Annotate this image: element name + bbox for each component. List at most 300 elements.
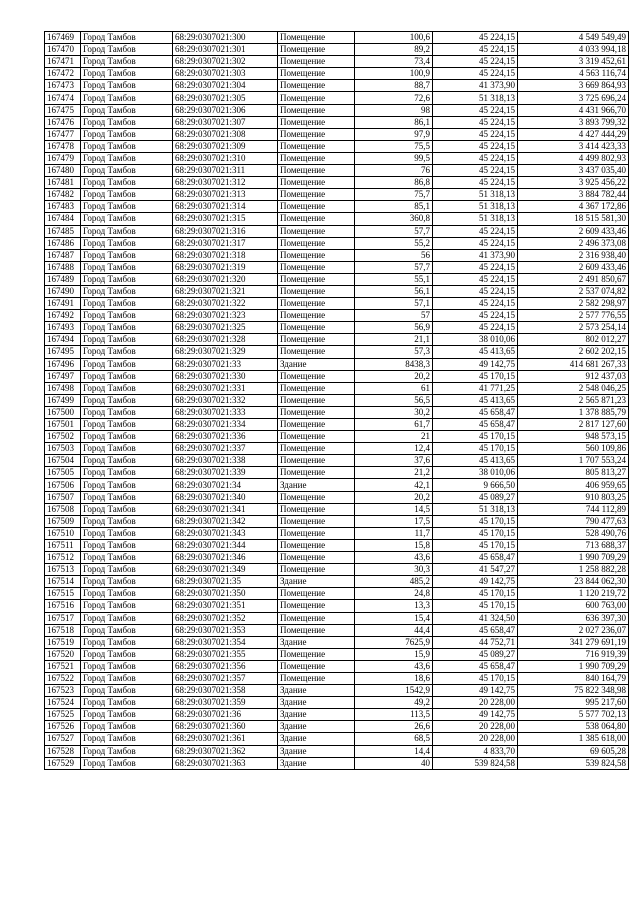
cadastral-number-cell: 68:29:0307021:346 [173,552,278,564]
cadastral-value-cell: 1 120 219,72 [518,588,629,600]
municipality-cell: Город Тамбов [81,370,173,382]
object-type-cell: Помещение [278,431,355,443]
object-type-cell: Помещение [278,104,355,116]
cadastral-number-cell: 68:29:0307021:308 [173,128,278,140]
row-number-cell: 167505 [45,467,81,479]
row-number-cell: 167514 [45,576,81,588]
cadastral-number-cell: 68:29:0307021:34 [173,479,278,491]
cadastral-value-cell: 2 548 046,25 [518,382,629,394]
municipality-cell: Город Тамбов [81,612,173,624]
area-cell: 18,6 [355,672,433,684]
table-row [45,697,629,709]
row-number-cell: 167483 [45,201,81,213]
cadastral-number-cell: 68:29:0307021:317 [173,237,278,249]
area-cell: 37,6 [355,455,433,467]
municipality-cell: Город Тамбов [81,334,173,346]
area-cell: 56 [355,249,433,261]
cadastral-value-cell: 4 367 172,86 [518,201,629,213]
specific-value-cell: 45 170,15 [433,527,518,539]
row-number-cell: 167507 [45,491,81,503]
cadastral-value-cell: 744 112,89 [518,503,629,515]
cadastral-value-cell: 3 669 864,93 [518,80,629,92]
table-row [45,104,629,116]
object-type-cell: Помещение [278,56,355,68]
row-number-cell: 167509 [45,515,81,527]
area-cell: 43,6 [355,660,433,672]
cadastral-value-cell: 2 491 850,67 [518,273,629,285]
table-row [45,165,629,177]
table-row [45,552,629,564]
specific-value-cell: 45 170,15 [433,539,518,551]
object-type-cell: Здание [278,733,355,745]
area-cell: 15,8 [355,539,433,551]
row-number-cell: 167498 [45,382,81,394]
area-cell: 86,8 [355,177,433,189]
specific-value-cell: 45 224,15 [433,165,518,177]
object-type-cell: Помещение [278,201,355,213]
table-row [45,515,629,527]
specific-value-cell: 45 224,15 [433,68,518,80]
cadastral-number-cell: 68:29:0307021:310 [173,152,278,164]
municipality-cell: Город Тамбов [81,624,173,636]
object-type-cell: Помещение [278,503,355,515]
cadastral-value-table [44,31,629,770]
table-row [45,80,629,92]
table-row [45,358,629,370]
row-number-cell: 167485 [45,225,81,237]
area-cell: 485,2 [355,576,433,588]
area-cell: 57,3 [355,346,433,358]
row-number-cell: 167501 [45,419,81,431]
specific-value-cell: 45 170,15 [433,672,518,684]
object-type-cell: Помещение [278,128,355,140]
area-cell: 15,4 [355,612,433,624]
area-cell: 88,7 [355,80,433,92]
area-cell: 55,1 [355,273,433,285]
cadastral-number-cell: 68:29:0307021:362 [173,745,278,757]
cadastral-number-cell: 68:29:0307021:352 [173,612,278,624]
specific-value-cell: 49 142,75 [433,709,518,721]
cadastral-value-cell: 3 884 782,44 [518,189,629,201]
cadastral-value-cell: 560 109,86 [518,443,629,455]
object-type-cell: Помещение [278,152,355,164]
object-type-cell: Помещение [278,285,355,297]
specific-value-cell: 45 170,15 [433,431,518,443]
municipality-cell: Город Тамбов [81,721,173,733]
table-row [45,189,629,201]
area-cell: 61,7 [355,419,433,431]
table-row [45,455,629,467]
table-row [45,56,629,68]
row-number-cell: 167519 [45,636,81,648]
area-cell: 75,5 [355,140,433,152]
area-cell: 21 [355,431,433,443]
specific-value-cell: 20 228,00 [433,697,518,709]
cadastral-value-cell: 912 437,03 [518,370,629,382]
object-type-cell: Здание [278,745,355,757]
table-row [45,588,629,600]
row-number-cell: 167471 [45,56,81,68]
area-cell: 85,1 [355,201,433,213]
cadastral-number-cell: 68:29:0307021:313 [173,189,278,201]
object-type-cell: Помещение [278,237,355,249]
table-row [45,334,629,346]
object-type-cell: Здание [278,697,355,709]
cadastral-number-cell: 68:29:0307021:363 [173,757,278,769]
municipality-cell: Город Тамбов [81,32,173,44]
cadastral-value-cell: 2 582 298,97 [518,298,629,310]
area-cell: 57,7 [355,261,433,273]
specific-value-cell: 45 224,15 [433,273,518,285]
row-number-cell: 167512 [45,552,81,564]
specific-value-cell: 51 318,13 [433,503,518,515]
object-type-cell: Помещение [278,419,355,431]
object-type-cell: Помещение [278,455,355,467]
specific-value-cell: 41 373,90 [433,249,518,261]
object-type-cell: Помещение [278,370,355,382]
cadastral-value-cell: 1 258 882,28 [518,564,629,576]
row-number-cell: 167524 [45,697,81,709]
municipality-cell: Город Тамбов [81,225,173,237]
table-row [45,406,629,418]
row-number-cell: 167526 [45,721,81,733]
area-cell: 73,4 [355,56,433,68]
specific-value-cell: 45 658,47 [433,552,518,564]
cadastral-value-cell: 414 681 267,33 [518,358,629,370]
cadastral-number-cell: 68:29:0307021:339 [173,467,278,479]
table-row [45,491,629,503]
cadastral-value-cell: 3 414 423,33 [518,140,629,152]
row-number-cell: 167478 [45,140,81,152]
row-number-cell: 167513 [45,564,81,576]
table-row [45,261,629,273]
area-cell: 55,2 [355,237,433,249]
cadastral-value-cell: 1 378 885,79 [518,406,629,418]
row-number-cell: 167477 [45,128,81,140]
row-number-cell: 167490 [45,285,81,297]
municipality-cell: Город Тамбов [81,745,173,757]
municipality-cell: Город Тамбов [81,419,173,431]
municipality-cell: Город Тамбов [81,273,173,285]
row-number-cell: 167525 [45,709,81,721]
area-cell: 98 [355,104,433,116]
municipality-cell: Город Тамбов [81,564,173,576]
table-row [45,419,629,431]
cadastral-number-cell: 68:29:0307021:318 [173,249,278,261]
cadastral-number-cell: 68:29:0307021:321 [173,285,278,297]
cadastral-value-cell: 948 573,15 [518,431,629,443]
area-cell: 97,9 [355,128,433,140]
table-row [45,660,629,672]
municipality-cell: Город Тамбов [81,140,173,152]
specific-value-cell: 45 170,15 [433,515,518,527]
area-cell: 15,9 [355,648,433,660]
municipality-cell: Город Тамбов [81,636,173,648]
object-type-cell: Здание [278,358,355,370]
cadastral-value-cell: 539 824,58 [518,757,629,769]
cadastral-number-cell: 68:29:0307021:330 [173,370,278,382]
object-type-cell: Помещение [278,382,355,394]
table-row [45,600,629,612]
object-type-cell: Помещение [278,44,355,56]
object-type-cell: Помещение [278,467,355,479]
municipality-cell: Город Тамбов [81,709,173,721]
area-cell: 75,7 [355,189,433,201]
specific-value-cell: 539 824,58 [433,757,518,769]
municipality-cell: Город Тамбов [81,44,173,56]
object-type-cell: Помещение [278,539,355,551]
municipality-cell: Город Тамбов [81,298,173,310]
cadastral-value-cell: 18 515 581,30 [518,213,629,225]
cadastral-value-cell: 528 490,76 [518,527,629,539]
specific-value-cell: 45 224,15 [433,322,518,334]
table-row [45,672,629,684]
row-number-cell: 167506 [45,479,81,491]
row-number-cell: 167491 [45,298,81,310]
municipality-cell: Город Тамбов [81,189,173,201]
cadastral-number-cell: 68:29:0307021:307 [173,116,278,128]
specific-value-cell: 45 224,15 [433,128,518,140]
municipality-cell: Город Тамбов [81,660,173,672]
area-cell: 43,6 [355,552,433,564]
object-type-cell: Здание [278,576,355,588]
row-number-cell: 167476 [45,116,81,128]
row-number-cell: 167470 [45,44,81,56]
cadastral-number-cell: 68:29:0307021:359 [173,697,278,709]
row-number-cell: 167499 [45,394,81,406]
cadastral-value-cell: 3 925 456,22 [518,177,629,189]
municipality-cell: Город Тамбов [81,576,173,588]
object-type-cell: Помещение [278,116,355,128]
area-cell: 86,1 [355,116,433,128]
cadastral-value-cell: 341 279 691,19 [518,636,629,648]
area-cell: 57,7 [355,225,433,237]
specific-value-cell: 45 170,15 [433,370,518,382]
area-cell: 113,5 [355,709,433,721]
object-type-cell: Помещение [278,225,355,237]
table-row [45,479,629,491]
specific-value-cell: 45 224,15 [433,56,518,68]
row-number-cell: 167475 [45,104,81,116]
specific-value-cell: 41 373,90 [433,80,518,92]
table-row [45,322,629,334]
object-type-cell: Помещение [278,140,355,152]
area-cell: 21,2 [355,467,433,479]
municipality-cell: Город Тамбов [81,467,173,479]
specific-value-cell: 45 224,15 [433,310,518,322]
table-row [45,213,629,225]
cadastral-value-cell: 600 763,00 [518,600,629,612]
municipality-cell: Город Тамбов [81,358,173,370]
area-cell: 8438,3 [355,358,433,370]
specific-value-cell: 45 224,15 [433,116,518,128]
cadastral-number-cell: 68:29:0307021:315 [173,213,278,225]
cadastral-number-cell: 68:29:0307021:36 [173,709,278,721]
specific-value-cell: 45 413,65 [433,346,518,358]
object-type-cell: Помещение [278,213,355,225]
specific-value-cell: 49 142,75 [433,358,518,370]
area-cell: 30,2 [355,406,433,418]
cadastral-number-cell: 68:29:0307021:350 [173,588,278,600]
cadastral-value-cell: 1 990 709,29 [518,552,629,564]
object-type-cell: Помещение [278,165,355,177]
area-cell: 13,3 [355,600,433,612]
specific-value-cell: 20 228,00 [433,721,518,733]
row-number-cell: 167489 [45,273,81,285]
object-type-cell: Помещение [278,600,355,612]
table-row [45,140,629,152]
cadastral-value-cell: 69 605,28 [518,745,629,757]
cadastral-number-cell: 68:29:0307021:354 [173,636,278,648]
cadastral-number-cell: 68:29:0307021:316 [173,225,278,237]
row-number-cell: 167481 [45,177,81,189]
table-row [45,382,629,394]
table-row [45,636,629,648]
cadastral-number-cell: 68:29:0307021:314 [173,201,278,213]
municipality-cell: Город Тамбов [81,539,173,551]
specific-value-cell: 45 224,15 [433,298,518,310]
municipality-cell: Город Тамбов [81,152,173,164]
table-row [45,576,629,588]
row-number-cell: 167474 [45,92,81,104]
area-cell: 99,5 [355,152,433,164]
specific-value-cell: 45 224,15 [433,237,518,249]
area-cell: 17,5 [355,515,433,527]
table-row [45,32,629,44]
row-number-cell: 167503 [45,443,81,455]
object-type-cell: Помещение [278,334,355,346]
cadastral-value-cell: 1 990 709,29 [518,660,629,672]
object-type-cell: Помещение [278,588,355,600]
row-number-cell: 167497 [45,370,81,382]
specific-value-cell: 45 170,15 [433,588,518,600]
cadastral-value-cell: 3 319 452,61 [518,56,629,68]
municipality-cell: Город Тамбов [81,431,173,443]
row-number-cell: 167528 [45,745,81,757]
object-type-cell: Помещение [278,322,355,334]
specific-value-cell: 49 142,75 [433,576,518,588]
table-row [45,177,629,189]
object-type-cell: Помещение [278,68,355,80]
row-number-cell: 167510 [45,527,81,539]
specific-value-cell: 45 089,27 [433,648,518,660]
cadastral-number-cell: 68:29:0307021:332 [173,394,278,406]
object-type-cell: Помещение [278,491,355,503]
specific-value-cell: 45 089,27 [433,491,518,503]
row-number-cell: 167469 [45,32,81,44]
row-number-cell: 167518 [45,624,81,636]
area-cell: 89,2 [355,44,433,56]
municipality-cell: Город Тамбов [81,491,173,503]
object-type-cell: Помещение [278,515,355,527]
area-cell: 360,8 [355,213,433,225]
specific-value-cell: 45 170,15 [433,443,518,455]
cadastral-number-cell: 68:29:0307021:328 [173,334,278,346]
object-type-cell: Помещение [278,92,355,104]
cadastral-number-cell: 68:29:0307021:349 [173,564,278,576]
table-row [45,310,629,322]
municipality-cell: Город Тамбов [81,201,173,213]
table-row [45,237,629,249]
cadastral-number-cell: 68:29:0307021:303 [173,68,278,80]
cadastral-value-cell: 2 496 373,08 [518,237,629,249]
municipality-cell: Город Тамбов [81,515,173,527]
municipality-cell: Город Тамбов [81,648,173,660]
table-row [45,285,629,297]
cadastral-value-cell: 2 316 938,40 [518,249,629,261]
object-type-cell: Помещение [278,672,355,684]
specific-value-cell: 45 658,47 [433,419,518,431]
municipality-cell: Город Тамбов [81,697,173,709]
row-number-cell: 167473 [45,80,81,92]
municipality-cell: Город Тамбов [81,237,173,249]
municipality-cell: Город Тамбов [81,104,173,116]
row-number-cell: 167522 [45,672,81,684]
table-row [45,527,629,539]
cadastral-value-cell: 995 217,60 [518,697,629,709]
area-cell: 14,5 [355,503,433,515]
object-type-cell: Помещение [278,310,355,322]
municipality-cell: Город Тамбов [81,382,173,394]
object-type-cell: Помещение [278,443,355,455]
object-type-cell: Здание [278,685,355,697]
cadastral-value-cell: 2 565 871,23 [518,394,629,406]
object-type-cell: Помещение [278,273,355,285]
cadastral-number-cell: 68:29:0307021:361 [173,733,278,745]
table-row [45,721,629,733]
cadastral-value-cell: 4 563 116,74 [518,68,629,80]
municipality-cell: Город Тамбов [81,479,173,491]
area-cell: 26,6 [355,721,433,733]
specific-value-cell: 45 224,15 [433,261,518,273]
cadastral-number-cell: 68:29:0307021:357 [173,672,278,684]
cadastral-number-cell: 68:29:0307021:323 [173,310,278,322]
cadastral-value-cell: 4 499 802,93 [518,152,629,164]
specific-value-cell: 45 224,15 [433,140,518,152]
municipality-cell: Город Тамбов [81,261,173,273]
cadastral-number-cell: 68:29:0307021:342 [173,515,278,527]
object-type-cell: Здание [278,709,355,721]
cadastral-value-cell: 3 893 799,32 [518,116,629,128]
cadastral-number-cell: 68:29:0307021:344 [173,539,278,551]
table-row [45,709,629,721]
table-row [45,298,629,310]
cadastral-value-cell: 4 431 966,70 [518,104,629,116]
row-number-cell: 167484 [45,213,81,225]
object-type-cell: Помещение [278,624,355,636]
area-cell: 100,9 [355,68,433,80]
cadastral-number-cell: 68:29:0307021:305 [173,92,278,104]
cadastral-value-cell: 4 549 549,49 [518,32,629,44]
row-number-cell: 167517 [45,612,81,624]
cadastral-number-cell: 68:29:0307021:329 [173,346,278,358]
table-row [45,128,629,140]
cadastral-value-cell: 538 064,80 [518,721,629,733]
area-cell: 1542,9 [355,685,433,697]
cadastral-number-cell: 68:29:0307021:341 [173,503,278,515]
municipality-cell: Город Тамбов [81,92,173,104]
specific-value-cell: 45 413,65 [433,455,518,467]
row-number-cell: 167511 [45,539,81,551]
area-cell: 20,2 [355,491,433,503]
area-cell: 21,1 [355,334,433,346]
table-row [45,443,629,455]
specific-value-cell: 51 318,13 [433,213,518,225]
cadastral-value-cell: 2 602 202,15 [518,346,629,358]
cadastral-value-cell: 2 609 433,46 [518,225,629,237]
municipality-cell: Город Тамбов [81,455,173,467]
object-type-cell: Помещение [278,80,355,92]
